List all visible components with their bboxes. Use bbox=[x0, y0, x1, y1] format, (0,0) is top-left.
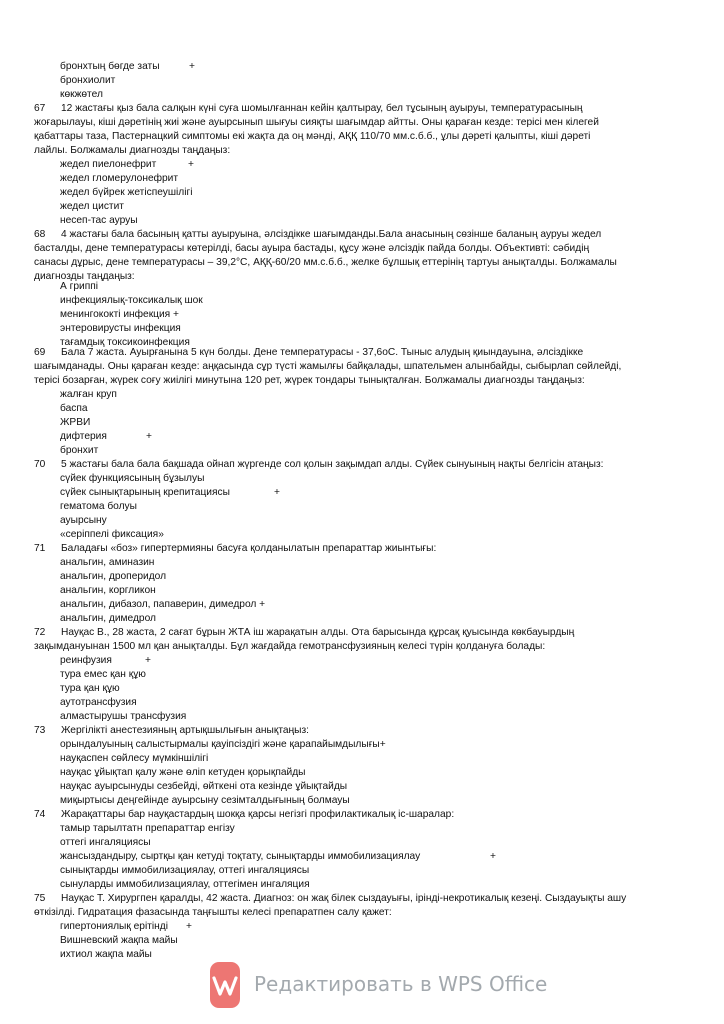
question-number: 73 bbox=[34, 725, 46, 736]
line-text: анальгин, аминазин bbox=[60, 557, 155, 568]
correct-answer-mark: + bbox=[189, 61, 195, 72]
line-text: анальгин, дибазол, папаверин, димедрол + bbox=[60, 599, 266, 610]
line-text: анальгин, коргликон bbox=[60, 585, 156, 596]
text-line bbox=[60, 920, 168, 933]
question-line bbox=[34, 626, 574, 639]
text-line bbox=[60, 654, 112, 667]
line-text: тура қан құю bbox=[60, 683, 120, 694]
line-text: менингококті инфекция + bbox=[60, 309, 179, 320]
line-text: «серіппелі фиксация» bbox=[60, 529, 164, 540]
text-line bbox=[60, 416, 90, 429]
line-text: науқас ұйықтап қалу және өліп кетуден қорықпайды bbox=[60, 767, 306, 778]
text-line bbox=[60, 878, 310, 891]
line-text: қабаттары таза, Пастернацкий симптомы екі жақта да оң мәнді, АҚҚ 110/70 мм.с.б.б., ұлы дәреті қалыпты, кіші дәреті bbox=[34, 131, 591, 142]
question-line bbox=[34, 228, 601, 241]
text-line bbox=[60, 514, 107, 527]
text-line bbox=[60, 444, 98, 457]
line-text: энтеровирусты инфекция bbox=[60, 323, 181, 334]
line-text: Науқас Т. Хирургпен қаралды, 42 жаста. Диагноз: он жақ білек сыздауығы, ірінді-некротикалық кезеңі. Сыздауықты ашу bbox=[61, 893, 627, 904]
line-text: оттегі ингаляциясы bbox=[60, 837, 151, 848]
line-text: шағымданады. Оны қараған кезде: аңқасында сұр түсті жамылғы байқалады, шпательмен алынбайды, сыбырлап сөйлейді, bbox=[34, 361, 622, 372]
correct-answer-mark: + bbox=[186, 921, 192, 932]
line-text: көкжөтел bbox=[60, 89, 103, 100]
text-line bbox=[60, 472, 204, 485]
text-line bbox=[60, 200, 124, 213]
line-text: баспа bbox=[60, 403, 88, 414]
text-line bbox=[60, 172, 178, 185]
line-text: терісі бозарған, жүрек соғу жиілігі минутына 120 рет, жүрек тондары тынықталған. Болжамалы диагнозды таңдаңыз: bbox=[34, 375, 585, 386]
line-text: 12 жастағы қыз бала салқын күні суға шомылғаннан кейін қалтырау, бел тұсының ауыруы, температурасының bbox=[61, 103, 583, 114]
text-line bbox=[60, 668, 146, 681]
wps-edit-banner[interactable] bbox=[210, 962, 548, 1008]
question-number: 75 bbox=[34, 893, 46, 904]
text-line bbox=[34, 116, 599, 129]
text-line bbox=[34, 640, 545, 653]
question-number: 72 bbox=[34, 627, 46, 638]
line-text: тағамдық токсикоинфекция bbox=[60, 337, 190, 348]
line-text: тура емес қан құю bbox=[60, 669, 146, 680]
line-text: науқаспен сөйлесу мүмкіншілігі bbox=[60, 753, 209, 764]
text-line bbox=[60, 158, 156, 171]
text-line bbox=[60, 752, 208, 765]
text-line bbox=[60, 850, 420, 863]
line-text: 4 жастағы бала басының қатты ауыруына, әлсіздікке шағымданды.Бала анасының сөзінше баланың ауруы жедел bbox=[61, 229, 602, 240]
text-line bbox=[60, 738, 386, 751]
text-line bbox=[60, 584, 156, 597]
text-line bbox=[60, 556, 154, 569]
line-text: өткізілді. Гидратация фазасында таңғышты келесі препаратпен салу қажет: bbox=[34, 907, 392, 918]
question-line bbox=[34, 346, 583, 359]
text-line bbox=[34, 256, 617, 269]
text-line bbox=[60, 388, 117, 401]
line-text: ауырсыну bbox=[60, 515, 107, 526]
text-line bbox=[60, 74, 115, 87]
text-line bbox=[60, 88, 103, 101]
text-line bbox=[60, 682, 120, 695]
text-line bbox=[60, 486, 230, 499]
line-text: сүйек функциясының бұзылуы bbox=[60, 473, 205, 484]
text-line bbox=[60, 280, 98, 293]
question-line bbox=[34, 724, 309, 737]
line-text: жедел пиелонефрит bbox=[60, 159, 157, 170]
text-line bbox=[60, 822, 235, 835]
correct-answer-mark: + bbox=[146, 431, 152, 442]
text-line bbox=[34, 144, 230, 157]
line-text: анальгин, димедрол bbox=[60, 613, 156, 624]
line-text: Науқас В., 28 жаста, 2 сағат бұрын ЖТА іш жарақатын алды. Ота барысында құрсақ қуысында көкбауырдың bbox=[61, 627, 575, 638]
question-number: 74 bbox=[34, 809, 46, 820]
line-text: сынықтарды иммобилизациялау, оттегі ингаляциясы bbox=[60, 865, 310, 876]
text-line bbox=[60, 598, 265, 611]
line-text: бронхит bbox=[60, 445, 99, 456]
text-line bbox=[60, 322, 181, 335]
correct-answer-mark: + bbox=[188, 159, 194, 170]
line-text: несеп-тас ауруы bbox=[60, 215, 138, 226]
line-text: лайлы. Болжамалы диагнозды таңдаңыз: bbox=[34, 145, 231, 156]
question-number: 70 bbox=[34, 459, 46, 470]
question-line bbox=[34, 892, 626, 905]
text-line bbox=[60, 766, 305, 779]
line-text: орындалуының салыстырмалы қауіпсіздігі және қарапайымдылығы+ bbox=[60, 739, 386, 750]
text-line bbox=[60, 836, 151, 849]
line-text: реинфузия bbox=[60, 655, 112, 666]
line-text: тамыр тарылтатн препараттар енгізу bbox=[60, 823, 235, 834]
question-number: 67 bbox=[34, 103, 46, 114]
line-text: бронхиолит bbox=[60, 75, 116, 86]
line-text: миқыртысы деңгейінде ауырсыну сезімталдығының болмауы bbox=[60, 795, 350, 806]
line-text: сынуларды иммобилизациялау, оттегімен ингаляция bbox=[60, 879, 310, 890]
text-line bbox=[34, 242, 589, 255]
text-line bbox=[60, 710, 186, 723]
question-line bbox=[34, 542, 436, 555]
line-text: санасы дұрыс, дене температурасы – 39,2°С, АҚҚ-60/20 мм.с.б.б., желке бұлшық еттерінің тартуы анықталды. Болжамалы bbox=[34, 257, 617, 268]
wps-edit-label[interactable]: Редактировать в WPS Office bbox=[254, 972, 548, 997]
line-text: гематома болуы bbox=[60, 501, 137, 512]
text-line bbox=[60, 528, 164, 541]
line-text: алмастырушы трансфузия bbox=[60, 711, 187, 722]
text-line bbox=[34, 906, 392, 919]
line-text: Бала 7 жаста. Ауырғанына 5 күн болды. Дене температурасы - 37,6оС. Тыныс алудың қиындауына, әлсіздікке bbox=[61, 347, 584, 358]
question-number: 71 bbox=[34, 543, 46, 554]
line-text: жедел гломерулонефрит bbox=[60, 173, 179, 184]
wps-logo-icon bbox=[210, 962, 240, 1008]
text-line bbox=[34, 360, 621, 373]
line-text: жедел цистит bbox=[60, 201, 124, 212]
line-text: жедел бүйрек жетіспеушілігі bbox=[60, 187, 193, 198]
text-line bbox=[60, 696, 137, 709]
line-text: жоғарылауы, кіші дәретінің жиі және ауырсынып шығуы сияқты шағымдар айтты. Оны қараған кезде: терісі мен кілегей bbox=[34, 117, 599, 128]
text-line bbox=[60, 794, 350, 807]
text-line bbox=[60, 186, 193, 199]
question-line bbox=[34, 458, 603, 471]
line-text: жансыздандыру, сыртқы қан кетуді тоқтату, сынықтарды иммобилизациялау bbox=[60, 851, 421, 862]
line-text: А гриппі bbox=[60, 281, 98, 292]
line-text: сүйек сынықтарының крепитациясы bbox=[60, 487, 230, 498]
text-line bbox=[60, 402, 88, 415]
line-text: ЖРВИ bbox=[60, 417, 91, 428]
line-text: дифтерия bbox=[60, 431, 107, 442]
text-line bbox=[60, 948, 152, 961]
line-text: аутотрансфузия bbox=[60, 697, 137, 708]
text-line bbox=[60, 214, 138, 227]
line-text: Жергілікті анестезияның артықшылығын анықтаңыз: bbox=[61, 725, 310, 736]
line-text: анальгин, дроперидол bbox=[60, 571, 167, 582]
text-line bbox=[60, 780, 347, 793]
line-text: бронхтың бөгде заты bbox=[60, 61, 160, 72]
line-text: инфекциялық-токсикалық шок bbox=[60, 295, 203, 306]
correct-answer-mark: + bbox=[145, 655, 151, 666]
text-line bbox=[60, 864, 309, 877]
line-text: ихтиол жақпа майы bbox=[60, 949, 152, 960]
question-number: 69 bbox=[34, 347, 46, 358]
line-text: зақымдануынан 1500 мл қан анықталды. Бұл жағдайда гемотрансфузияның келесі түрін қолдануға болады: bbox=[34, 641, 546, 652]
text-line bbox=[60, 612, 156, 625]
correct-answer-mark: + bbox=[274, 487, 280, 498]
question-line bbox=[34, 808, 454, 821]
question-number: 68 bbox=[34, 229, 46, 240]
line-text: науқас ауырсынуды сезбейді, өйткені ота кезінде ұйықтайды bbox=[60, 781, 348, 792]
line-text: жалған круп bbox=[60, 389, 117, 400]
line-text: басталды, дене температурасы көтерілді, басы ауыра бастады, құсу және әлсіздік пайда болды. Объективті: сәбидің bbox=[34, 243, 590, 254]
line-text: Баладағы «боз» гипертермияны басуға қолданылатын препараттар жиынтығы: bbox=[61, 543, 437, 554]
line-text: гипертониялық ерітінді bbox=[60, 921, 168, 932]
text-line bbox=[60, 430, 107, 443]
text-line bbox=[60, 570, 166, 583]
text-line bbox=[60, 294, 203, 307]
text-line bbox=[60, 308, 179, 321]
text-line bbox=[34, 374, 585, 387]
text-line bbox=[60, 60, 160, 73]
question-line bbox=[34, 102, 583, 115]
line-text: Жарақаттары бар науқастардың шокқа қарсы негізгі профилактикалық іс-шаралар: bbox=[61, 809, 455, 820]
text-line bbox=[60, 500, 137, 513]
line-text: 5 жастағы бала бала бақшада ойнап жүргенде сол қолын зақымдап алды. Сүйек сынуының нақты белгісін атаңыз: bbox=[61, 459, 604, 470]
line-text: Вишневский жақпа майы bbox=[60, 935, 178, 946]
line-text: диагнозды таңдаңыз: bbox=[34, 271, 135, 282]
text-line bbox=[34, 130, 590, 143]
text-line bbox=[60, 934, 178, 947]
correct-answer-mark: + bbox=[490, 851, 496, 862]
